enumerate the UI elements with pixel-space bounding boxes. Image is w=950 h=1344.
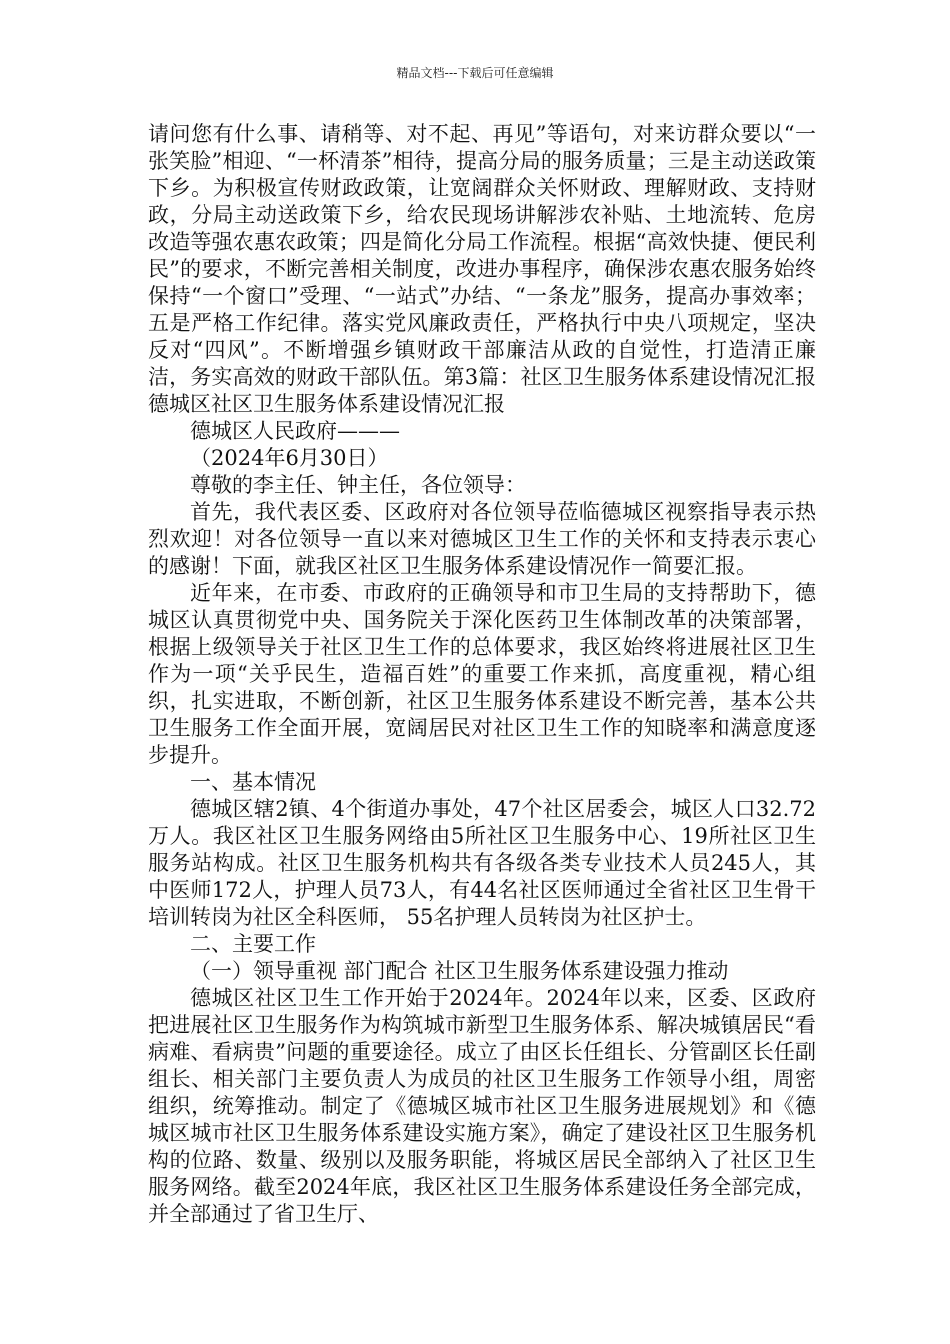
paragraph: 德城区辖2镇、4个街道办事处，47个社区居委会，城区人口32.72万人。我区社区卫生服务网络由5所社区卫生服务中心、19所社区卫生服务站构成。社区卫生服务机构共有各级各类专业技术人员245人，其中医师172人，护理人员73人，有44名社区医师通过全省社区卫生骨干培训转岗为社区全科医师， 55名护理人员转岗为社区护士。 (148, 797, 816, 929)
paragraph: 首先，我代表区委、区政府对各位领导莅临德城区视察指导表示热烈欢迎！对各位领导一直以来对德城区卫生工作的关怀和支持表示衷心的感谢！下面，就我区社区卫生服务体系建设情况作一简要汇报。 (148, 500, 816, 578)
paragraph-date: （2024年6月30日） (190, 446, 389, 470)
subsection-heading: （一）领导重视 部门配合 社区卫生服务体系建设强力推动 (190, 959, 729, 983)
section-heading: 一、基本情况 (190, 770, 316, 794)
paragraph: 近年来，在市委、市政府的正确领导和市卫生局的支持帮助下，德城区认真贯彻党中央、国务院关于深化医药卫生体制改革的决策部署，根据上级领导关于社区卫生工作的总体要求，我区始终将进展社区卫生作为一项“关乎民生，造福百姓”的重要工作来抓，高度重视，精心组织，扎实进取，不断创新，社区卫生服务体系建设不断完善，基本公共卫生服务工作全面开展，宽阔居民对社区卫生工作的知晓率和满意度逐步提升。 (148, 581, 816, 767)
page-header: 精品文档---下载后可任意编辑 (396, 66, 554, 80)
paragraph-salutation: 尊敬的李主任、钟主任，各位领导： (190, 473, 526, 497)
document-body (148, 121, 816, 1228)
paragraph-author: 德城区人民政府——— (190, 419, 400, 443)
section-heading: 二、主要工作 (190, 932, 316, 956)
paragraph: 请问您有什么事、请稍等、对不起、再见”等语句，对来访群众要以“一张笑脸”相迎、“一杯清茶”相待，提高分局的服务质量；三是主动送政策下乡。为积极宣传财政政策，让宽阔群众关怀财政、理解财政、支持财政，分局主动送政策下乡，给农民现场讲解涉农补贴、土地流转、危房改造等强农惠农政策；四是简化分局工作流程。根据“高效快捷、便民利民”的要求，不断完善相关制度，改进办事程序，确保涉农惠农服务始终保持“一个窗口”受理、“一站式”办结、“一条龙”服务，提高办事效率；五是严格工作纪律。落实党风廉政责任，严格执行中央八项规定，坚决反对“四风”。不断增强乡镇财政干部廉洁从政的自觉性，打造清正廉洁，务实高效的财政干部队伍。第3篇：社区卫生服务体系建设情况汇报德城区社区卫生服务体系建设情况汇报 (148, 122, 816, 416)
paragraph: 德城区社区卫生工作开始于2024年。2024年以来，区委、区政府把进展社区卫生服务作为构筑城市新型卫生服务体系、解决城镇居民“看病难、看病贵”问题的重要途径。成立了由区长任组长、分管副区长任副组长、相关部门主要负责人为成员的社区卫生服务工作领导小组，周密组织，统筹推动。制定了《德城区城市社区卫生服务进展规划》和《德城区城市社区卫生服务体系建设实施方案》，确定了建设社区卫生服务机构的位路、数量、级别以及服务职能，将城区居民全部纳入了社区卫生服务网络。截至2024年底，我区社区卫生服务体系建设任务全部完成，并全部通过了省卫生厅、 (148, 986, 816, 1226)
